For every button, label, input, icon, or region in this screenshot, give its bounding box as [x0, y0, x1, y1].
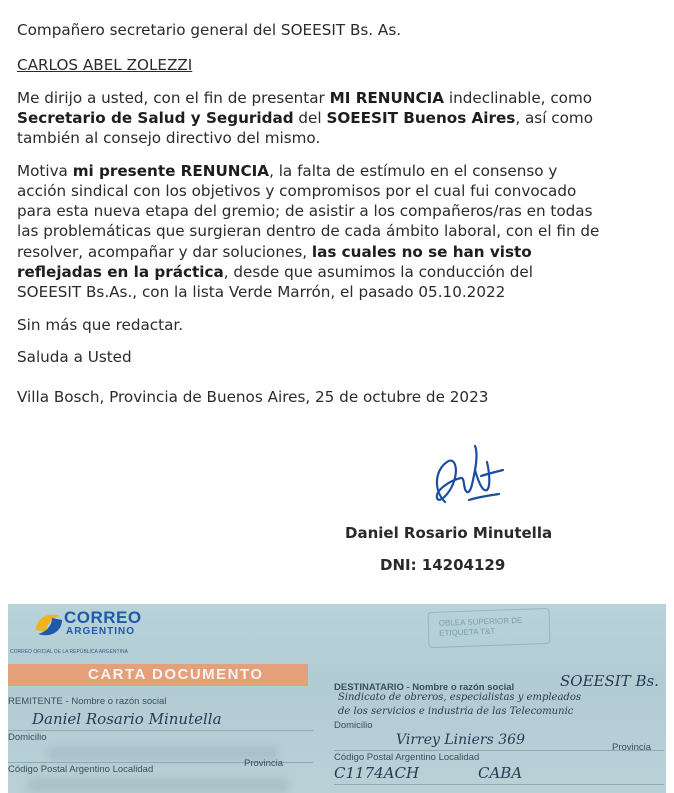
closing-line-2: Saluda a Usted — [17, 348, 132, 366]
p2-line-7: SOEESIT Bs.As., con la lista Verde Marrón, el pasado 05.10.2022 — [17, 283, 506, 301]
closing-line-1: Sin más que redactar. — [17, 316, 184, 334]
p2-line-6: reflejadas en la práctica, desde que asumimos la conducción del — [17, 263, 533, 281]
destinatario-domicilio-value: Virrey Liniers 369 — [396, 732, 525, 748]
remitente-rule — [8, 730, 313, 731]
destinatario-label: DESTINATARIO - Nombre o razón social — [334, 682, 515, 693]
carta-documento-form — [8, 604, 666, 793]
destinatario-value-3: de los servicios e industria de las Telecomunic — [338, 706, 574, 717]
place-and-date: Villa Bosch, Provincia de Buenos Aires, 25 de octubre de 2023 — [17, 388, 489, 406]
p2-line-4: las problemáticas que surgieran dentro de cada ámbito laboral, con el fin de — [17, 222, 600, 240]
destinatario-value-2: Sindicato de obreros, especialistas y empleados — [338, 692, 581, 703]
destinatario-rule-2 — [334, 784, 664, 785]
handwritten-signature — [425, 440, 515, 520]
p2-line-3: para esta nueva etapa del gremio; de asistir a los compañeros/ras en todas — [17, 202, 593, 220]
p1-line-3: también al consejo directivo del mismo. — [17, 129, 321, 147]
remitente-cp-label: Código Postal Argentino Localidad — [8, 764, 154, 775]
destinatario-localidad-value: CABA — [478, 764, 523, 782]
destinatario-cp-label: Código Postal Argentino Localidad — [334, 752, 480, 763]
correo-official-text: CORREO OFICIAL DE LA REPÚBLICA ARGENTINA — [10, 649, 128, 655]
p2-line-5: resolver, acompañar y dar soluciones, las cuales no se han visto — [17, 243, 532, 261]
p2-line-1: Motiva mi presente RENUNCIA, la falta de estímulo en el consenso y — [17, 162, 558, 180]
destinatario-domicilio-label: Domicilio — [334, 720, 373, 731]
destinatario-value-1: SOEESIT Bs. — [560, 672, 659, 690]
redacted-locality — [28, 778, 288, 792]
destinatario-provincia-label: Provincia — [612, 742, 652, 753]
salutation-line: Compañero secretario general del SOEESIT Bs. As. — [17, 21, 402, 39]
p1-line-1: Me dirijo a usted, con el fin de presentar MI RENUNCIA indeclinable, como — [17, 89, 593, 107]
remitente-label: REMITENTE - Nombre o razón social — [8, 696, 167, 707]
destinatario-cp-value: C1174ACH — [334, 764, 420, 782]
signer-name: Daniel Rosario Minutella — [345, 524, 553, 542]
correo-logo-subtext: ARGENTINO — [66, 626, 135, 637]
p1-line-2: Secretario de Salud y Seguridad del SOEESIT Buenos Aires, así como — [17, 109, 593, 127]
correo-logo-text: CORREO — [64, 608, 142, 627]
addressee-name: CARLOS ABEL ZOLEZZI — [17, 56, 193, 74]
correo-logo-icon — [32, 610, 66, 640]
remitente-value: Daniel Rosario Minutella — [32, 710, 222, 728]
remitente-provincia-label: Provincia — [244, 758, 284, 769]
signer-dni: DNI: 14204129 — [380, 556, 506, 574]
carta-documento-banner: CARTA DOCUMENTO — [8, 664, 308, 686]
p2-line-2: acción sindical con los objetivos y compromisos por el cual fui convocado — [17, 182, 577, 200]
tracking-label-area: OBLEA SUPERIOR DE ETIQUETA T&T — [427, 608, 550, 648]
remitente-domicilio-label: Domicilio — [8, 732, 47, 743]
